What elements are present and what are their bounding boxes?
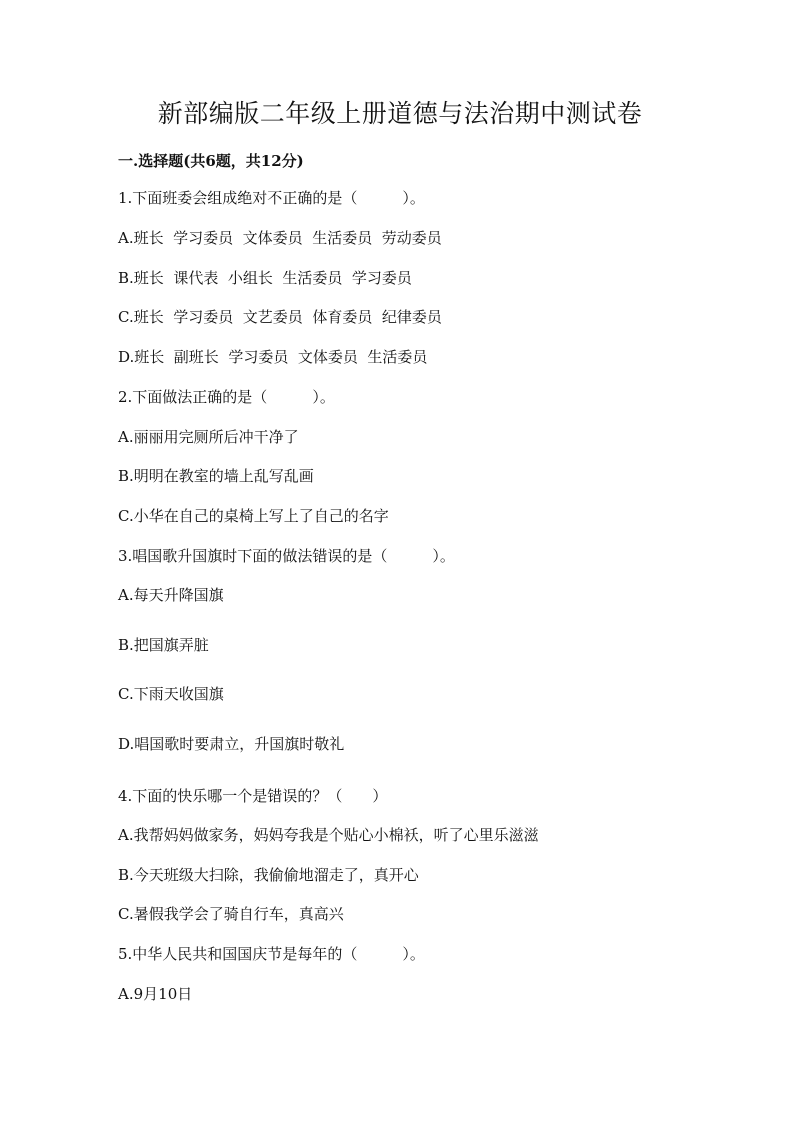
question-3-option-c: C.下雨天收国旗 xyxy=(118,685,224,703)
question-3-option-d: D.唱国歌时要肃立，升国旗时敬礼 xyxy=(118,735,345,753)
question-1-stem: 1.下面班委会组成绝对不正确的是（ ）。 xyxy=(118,189,425,207)
question-3-option-b: B.把国旗弄脏 xyxy=(118,636,209,654)
question-2-option-b: B.明明在教室的墙上乱写乱画 xyxy=(118,467,314,485)
question-1-option-c: C.班长 学习委员 文艺委员 体育委员 纪律委员 xyxy=(118,308,442,326)
question-5-option-a: A.9月10日 xyxy=(118,985,193,1003)
question-2-stem: 2.下面做法正确的是（ ）。 xyxy=(118,388,335,406)
question-1-option-a: A.班长 学习委员 文体委员 生活委员 劳动委员 xyxy=(118,229,442,247)
question-2-option-c: C.小华在自己的桌椅上写上了自己的名字 xyxy=(118,507,389,525)
page-title: 新部编版二年级上册道德与法治期中测试卷 xyxy=(157,99,643,128)
question-4-option-a: A.我帮妈妈做家务，妈妈夸我是个贴心小棉袄，听了心里乐滋滋 xyxy=(118,826,539,844)
question-4-option-c: C.暑假我学会了骑自行车，真高兴 xyxy=(118,905,344,923)
section-heading: 一.选择题(共6题，共12分) xyxy=(118,152,304,170)
question-2-option-a: A.丽丽用完厕所后冲干净了 xyxy=(118,428,299,446)
question-4-stem: 4.下面的快乐哪一个是错误的？（ ） xyxy=(118,787,388,805)
question-1-option-b: B.班长 课代表 小组长 生活委员 学习委员 xyxy=(118,269,412,287)
question-5-stem: 5.中华人民共和国国庆节是每年的（ ）。 xyxy=(118,945,425,963)
question-3-option-a: A.每天升降国旗 xyxy=(118,586,224,604)
question-1-option-d: D.班长 副班长 学习委员 文体委员 生活委员 xyxy=(118,348,428,366)
question-4-option-b: B.今天班级大扫除，我偷偷地溜走了，真开心 xyxy=(118,866,419,884)
question-3-stem: 3.唱国歌升国旗时下面的做法错误的是（ ）。 xyxy=(118,547,455,565)
